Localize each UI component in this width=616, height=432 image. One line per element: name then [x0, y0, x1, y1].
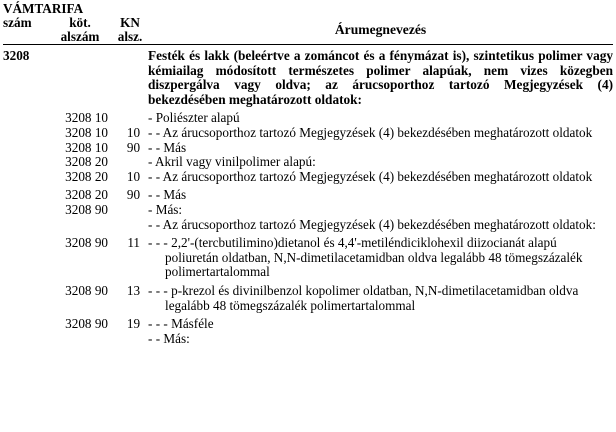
table-row: [3, 203, 613, 218]
table-row: [3, 126, 613, 141]
row-kot: 3208 20: [65, 154, 108, 170]
header-group-title: VÁMTARIFA: [3, 1, 84, 16]
header-kot-line1: köt.: [69, 15, 91, 30]
row-kn: 19: [126, 316, 141, 332]
row-kn: [112, 111, 148, 126]
row-kn: 11: [127, 235, 141, 251]
header-szam: szám: [3, 15, 32, 30]
row-description: - - Az árucsoporthoz tartozó Megjegyzések (4) bekezdésében meghatározott oldatok: [148, 124, 593, 140]
table-row: [3, 284, 613, 317]
table-row: [3, 155, 613, 170]
header-kn-line2: alsz.: [112, 30, 148, 45]
table-row: [3, 188, 613, 203]
row-description: - - Más: [148, 187, 187, 203]
row-kot: 3208 90: [65, 235, 108, 251]
table-row: [3, 236, 613, 284]
row-kn: [112, 218, 148, 237]
row-kot: 3208 90: [65, 316, 108, 332]
header-kn-line1: KN: [120, 15, 140, 30]
heading-row: [3, 49, 613, 111]
row-description: - - Az árucsoporthoz tartozó Megjegyzések (4) bekezdésében meghatározott oldatok:: [148, 216, 596, 232]
heading-code: 3208: [3, 48, 30, 63]
header-group-spacer: [148, 2, 613, 16]
header-group-row: [3, 2, 613, 16]
row-kot: 3208 20: [65, 168, 108, 184]
row-kn: 13: [126, 282, 141, 298]
row-description: - Poliészter alapú: [148, 110, 240, 126]
row-kot: 3208 10: [65, 110, 108, 126]
row-kot: 3208 90: [65, 201, 108, 217]
row-description: - - - 2,2'-(tercbutilimino)dietanol és 4,4'-metiléndiciklohexil diizocianát alapú poliuretán oldatban, N,N-dimetilacetamidban oldva legalább 48 tömegszázalék polimertartalommal: [148, 235, 583, 280]
row-kn: 10: [126, 124, 141, 140]
row-kn: [112, 155, 148, 170]
row-description: - - Más: [148, 139, 187, 155]
heading-kn-empty: [112, 49, 148, 111]
heading-kot-empty: [48, 49, 112, 111]
row-kn: 10: [126, 168, 141, 184]
row-description: - - - Másféle: [148, 316, 214, 332]
row-kn: 90: [126, 139, 141, 155]
header-row-1: [3, 16, 613, 30]
row-kot: [48, 218, 112, 237]
heading-description: Festék és lakk (beleértve a zománcot és a fénymázat is), szintetikus polimer vagy kémiailag módosított természetes polimer alapúak, nem vizes közegben diszpergálva vagy oldva; az árucsoporthoz tartozó Megjegyzések (4) bekezdésében meghatározott oldatok:: [148, 48, 614, 107]
header-description: Árumegnevezés: [148, 16, 613, 45]
row-description: - Akril vagy vinilpolimer alapú:: [148, 154, 316, 170]
table-row: [3, 317, 613, 332]
row-description: - - Az árucsoporthoz tartozó Megjegyzések (4) bekezdésében meghatározott oldatok: [148, 168, 593, 184]
table-row: [3, 332, 613, 347]
header-szam-blank: [3, 30, 48, 45]
table-row: [3, 111, 613, 126]
row-description: - Más:: [148, 201, 183, 217]
table-row: [3, 170, 613, 189]
row-kn: [112, 332, 148, 347]
row-kot: 3208 10: [65, 139, 108, 155]
row-description: - - - p-krezol és divinilbenzol kopolimer oldatban, N,N-dimetilacetamidban oldva legalább 48 tömegszázalék polimertartalommal: [148, 282, 579, 313]
table-row: [3, 141, 613, 156]
header-kot-line2: alszám: [48, 30, 112, 45]
row-kn: [112, 203, 148, 218]
row-kot: [48, 332, 112, 347]
row-kot: 3208 10: [65, 124, 108, 140]
row-description: - - Más:: [148, 330, 190, 346]
row-kn: 90: [126, 187, 141, 203]
row-kot: 3208 90: [65, 282, 108, 298]
row-kot: 3208 20: [65, 187, 108, 203]
table-row: [3, 218, 613, 237]
tariff-table: [3, 2, 613, 346]
